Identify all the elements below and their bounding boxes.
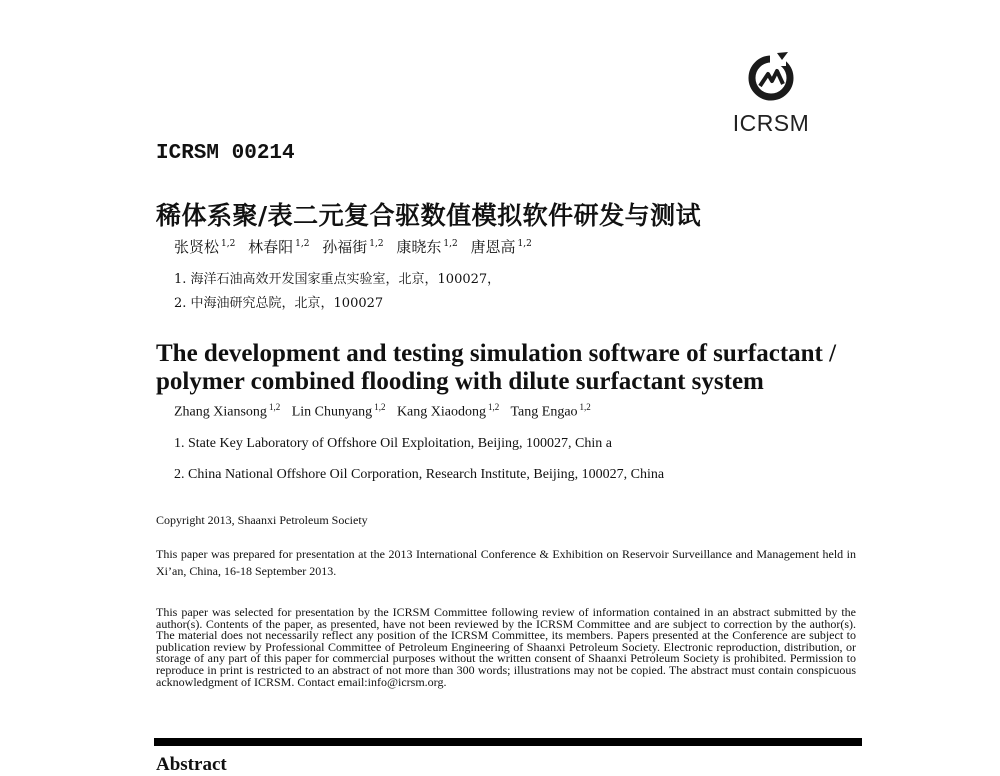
author-name: 康晓东 [396,238,442,256]
author-affiliation: 1,2 [579,402,591,412]
copyright-notice: This paper was selected for presentation by the ICRSM Committee following review of information contained in an abstract submitted by the author(s). Contents of the paper, as presented, have not been reviewed by the ICRSM Committee and are subject to correction by the author(s). The material does not necessarily reflect any position of the ICRSM Committee, its members. Papers presented at the Conference are subject to publication review by Professional Committee of Petroleum Engineering of Shaanxi Petroleum Society. Electronic reproduction, distribution, or storage of any part of this paper for commercial purposes without the written consent of Shaanxi Petroleum Society is prohibited. Permission to reproduce in print is restricted to an abstract of not more than 300 words; illustrations may not be copied. The abstract must contain conspicuous acknowledgment of ICRSM. Contact email:info@icrsm.org. [156,605,856,689]
english-affiliation-2: 2. China National Offshore Oil Corporation, Research Institute, Beijing, 100027, China [174,467,665,482]
author-name: 唐恩高 [470,238,516,256]
author-name: 林春阳 [248,238,294,256]
author-name: Kang Xiaodong [396,404,486,420]
author-name: 孙福街 [322,238,368,256]
author-affiliation: 1,2 [221,239,236,249]
paper-id: ICRSM 00214 [156,142,295,165]
icrsm-logo-icon [741,44,801,104]
author-affiliation: 1,2 [369,239,384,249]
author-affiliation: 1,2 [443,239,458,249]
chinese-title: 稀体系聚/表二元复合驱数值模拟软件研发与测试 [156,201,702,230]
chinese-affiliation-2: 2. 中海油研究总院，北京，100027 [174,296,384,311]
abstract-heading: Abstract [156,754,227,775]
author-affiliation: 1,2 [268,402,281,412]
icrsm-logo [724,44,818,138]
author-name: Tang Engao [510,404,578,420]
author-affiliation: 1,2 [487,402,500,412]
logo-text: ICRSM [732,110,810,136]
author-name: Zhang Xiansong [174,404,267,420]
chinese-affiliation-1: 1. 海洋石油高效开发国家重点实验室，北京，100027， [174,272,501,287]
english-authors [174,402,599,421]
english-affiliation-1: 1. State Key Laboratory of Offshore Oil Exploitation, Beijing, 100027, Chin a [174,436,612,451]
copyright-line: Copyright 2013, Shaanxi Petroleum Society [156,513,368,527]
chinese-authors [174,236,540,257]
author-affiliation: 1,2 [374,402,386,412]
english-title: The development and testing simulation software of surfactant / polymer combined flooding with dilute surfactant system [156,340,837,395]
author-name: Lin Chunyang [291,404,373,420]
author-affiliation: 1,2 [517,239,532,249]
author-name: 张贤松 [174,238,220,256]
section-divider [154,738,862,746]
author-affiliation: 1,2 [295,239,310,249]
presentation-statement: This paper was prepared for presentation at the 2013 International Conference & Exhibition on Reservoir Surveillance and Management held in Xi’an, China, 16-18 September 2013. [156,547,856,578]
